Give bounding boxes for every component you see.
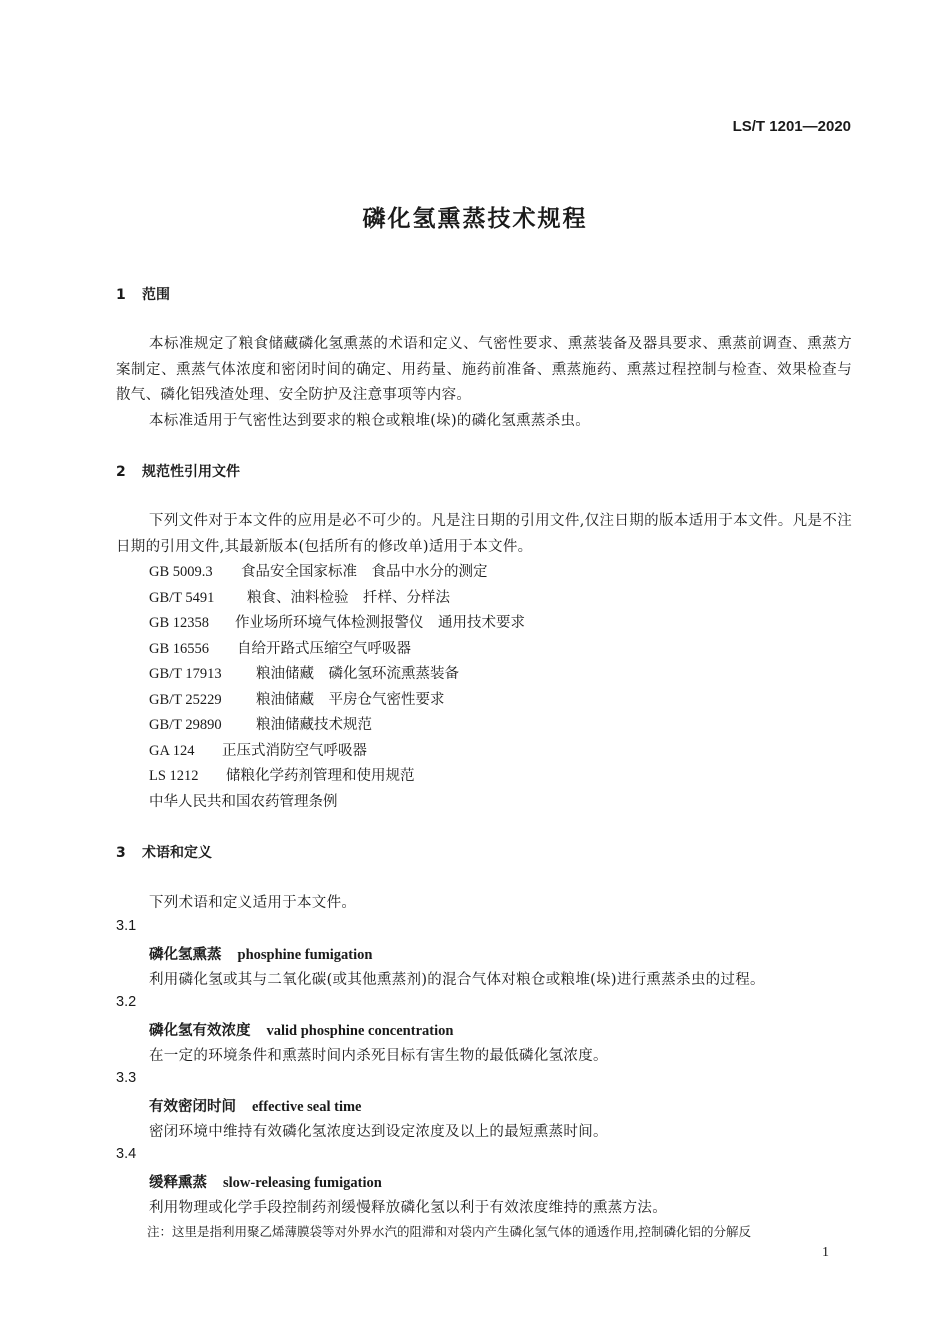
reference-title: 作业场所环境气体检测报警仪 通用技术要求: [235, 615, 525, 631]
term-en: phosphine fumigation: [237, 947, 373, 963]
section-1-number: 1: [116, 287, 126, 303]
document-title: 磷化氢熏蒸技术规程: [362, 206, 588, 232]
reference-code: GB/T 5491: [149, 589, 215, 606]
section-2-intro: [116, 509, 852, 560]
standard-code: LS/T 1201—2020: [732, 118, 851, 135]
reference-code: GB 12358: [149, 615, 210, 631]
term-number: 3.1: [116, 918, 137, 934]
term-definition: 在一定的环境条件和熏蒸时间内杀死目标有害生物的最低磷化氢浓度。: [149, 1048, 608, 1064]
reference-title: 正压式消防空气呼吸器: [222, 742, 367, 759]
term-number: 3.2: [116, 994, 137, 1010]
reference-item: [149, 713, 525, 739]
reference-item: [149, 637, 525, 663]
reference-title: 粮油储藏技术规范: [256, 717, 372, 733]
reference-list: [149, 560, 525, 815]
reference-title: 自给开路式压缩空气呼吸器: [237, 640, 411, 657]
term-note: 注：这里是指利用聚乙烯薄膜袋等对外界水汽的阻滞和对袋内产生磷化氢气体的通透作用,控制磷化铝的分解反: [147, 1224, 751, 1239]
reference-item: [149, 611, 525, 637]
term-zh: 有效密闭时间: [149, 1098, 236, 1115]
reference-item: [149, 586, 525, 612]
term-definition: 密闭环境中维持有效磷化氢浓度达到设定浓度及以上的最短熏蒸时间。: [149, 1124, 608, 1140]
reference-item: [149, 688, 525, 714]
section-2-number: 2: [116, 464, 126, 480]
section-1-paragraph: 本标准规定了粮食储藏磷化氢熏蒸的术语和定义、气密性要求、熏蒸装备及器具要求、熏蒸前调查、熏蒸方案制定、熏蒸气体浓度和密闭时间的确定、用药量、施药前准备、熏蒸施药、熏蒸过程控制与检查、效果检查与散气、磷化铝残渣处理、安全防护及注意事项等内容。: [116, 336, 852, 403]
term-zh: 磷化氢有效浓度: [149, 1022, 251, 1039]
term-number: 3.4: [116, 1146, 137, 1162]
reference-item: [149, 790, 525, 816]
reference-item: [149, 560, 525, 586]
term-definition: 利用物理或化学手段控制药剂缓慢释放磷化氢以利于有效浓度维持的熏蒸方法。: [149, 1200, 667, 1216]
section-2-title: 规范性引用文件: [142, 464, 240, 480]
section-3-intro: 下列术语和定义适用于本文件。: [149, 895, 357, 911]
section-3-number: 3: [116, 845, 126, 861]
reference-title: 粮食、油料检验 扦样、分样法: [247, 589, 450, 606]
reference-title: 储粮化学药剂管理和使用规范: [226, 768, 415, 784]
reference-item: [149, 662, 525, 688]
term-zh: 缓释熏蒸: [149, 1174, 207, 1191]
term-definition: 利用磷化氢或其与二氧化碳(或其他熏蒸剂)的混合气体对粮仓或粮堆(垛)进行熏蒸杀虫的过程。: [149, 972, 765, 988]
reference-title: 食品安全国家标准 食品中水分的测定: [241, 564, 488, 580]
term-heading: [149, 1095, 362, 1116]
term-en: effective seal time: [252, 1099, 362, 1115]
reference-title: 中华人民共和国农药管理条例: [149, 793, 338, 810]
reference-code: GB/T 29890: [149, 717, 222, 733]
term-number: 3.3: [116, 1070, 137, 1086]
section-3-title: 术语和定义: [142, 845, 212, 861]
term-heading: [149, 1171, 382, 1192]
reference-item: [149, 739, 525, 765]
section-1-paragraph: 本标准适用于气密性达到要求的粮仓或粮堆(垛)的磷化氢熏蒸杀虫。: [149, 412, 591, 429]
section-2-paragraph: 下列文件对于本文件的应用是必不可少的。凡是注日期的引用文件,仅注日期的版本适用于本文件。凡是不注日期的引用文件,其最新版本(包括所有的修改单)适用于本文件。: [116, 513, 852, 555]
reference-code: GB 5009.3: [149, 564, 213, 580]
reference-title: 粮油储藏 平房仓气密性要求: [256, 691, 445, 708]
reference-code: GA 124: [149, 742, 195, 759]
page-number: 1: [822, 1245, 829, 1260]
reference-code: LS 1212: [149, 768, 199, 784]
reference-title: 粮油储藏 磷化氢环流熏蒸装备: [256, 666, 459, 682]
section-3-heading: [116, 842, 212, 862]
section-2-heading: [116, 461, 240, 481]
reference-code: GB/T 25229: [149, 691, 222, 708]
term-zh: 磷化氢熏蒸: [149, 946, 222, 963]
reference-code: GB 16556: [149, 640, 210, 657]
section-1-body: [116, 332, 852, 434]
term-heading: [149, 1019, 453, 1040]
term-en: slow-releasing fumigation: [223, 1175, 382, 1191]
term-heading: [149, 943, 372, 964]
reference-item: [149, 764, 525, 790]
section-1-title: 范围: [142, 287, 170, 303]
term-en: valid phosphine concentration: [266, 1023, 454, 1039]
section-1-heading: [116, 284, 170, 304]
reference-code: GB/T 17913: [149, 666, 222, 682]
